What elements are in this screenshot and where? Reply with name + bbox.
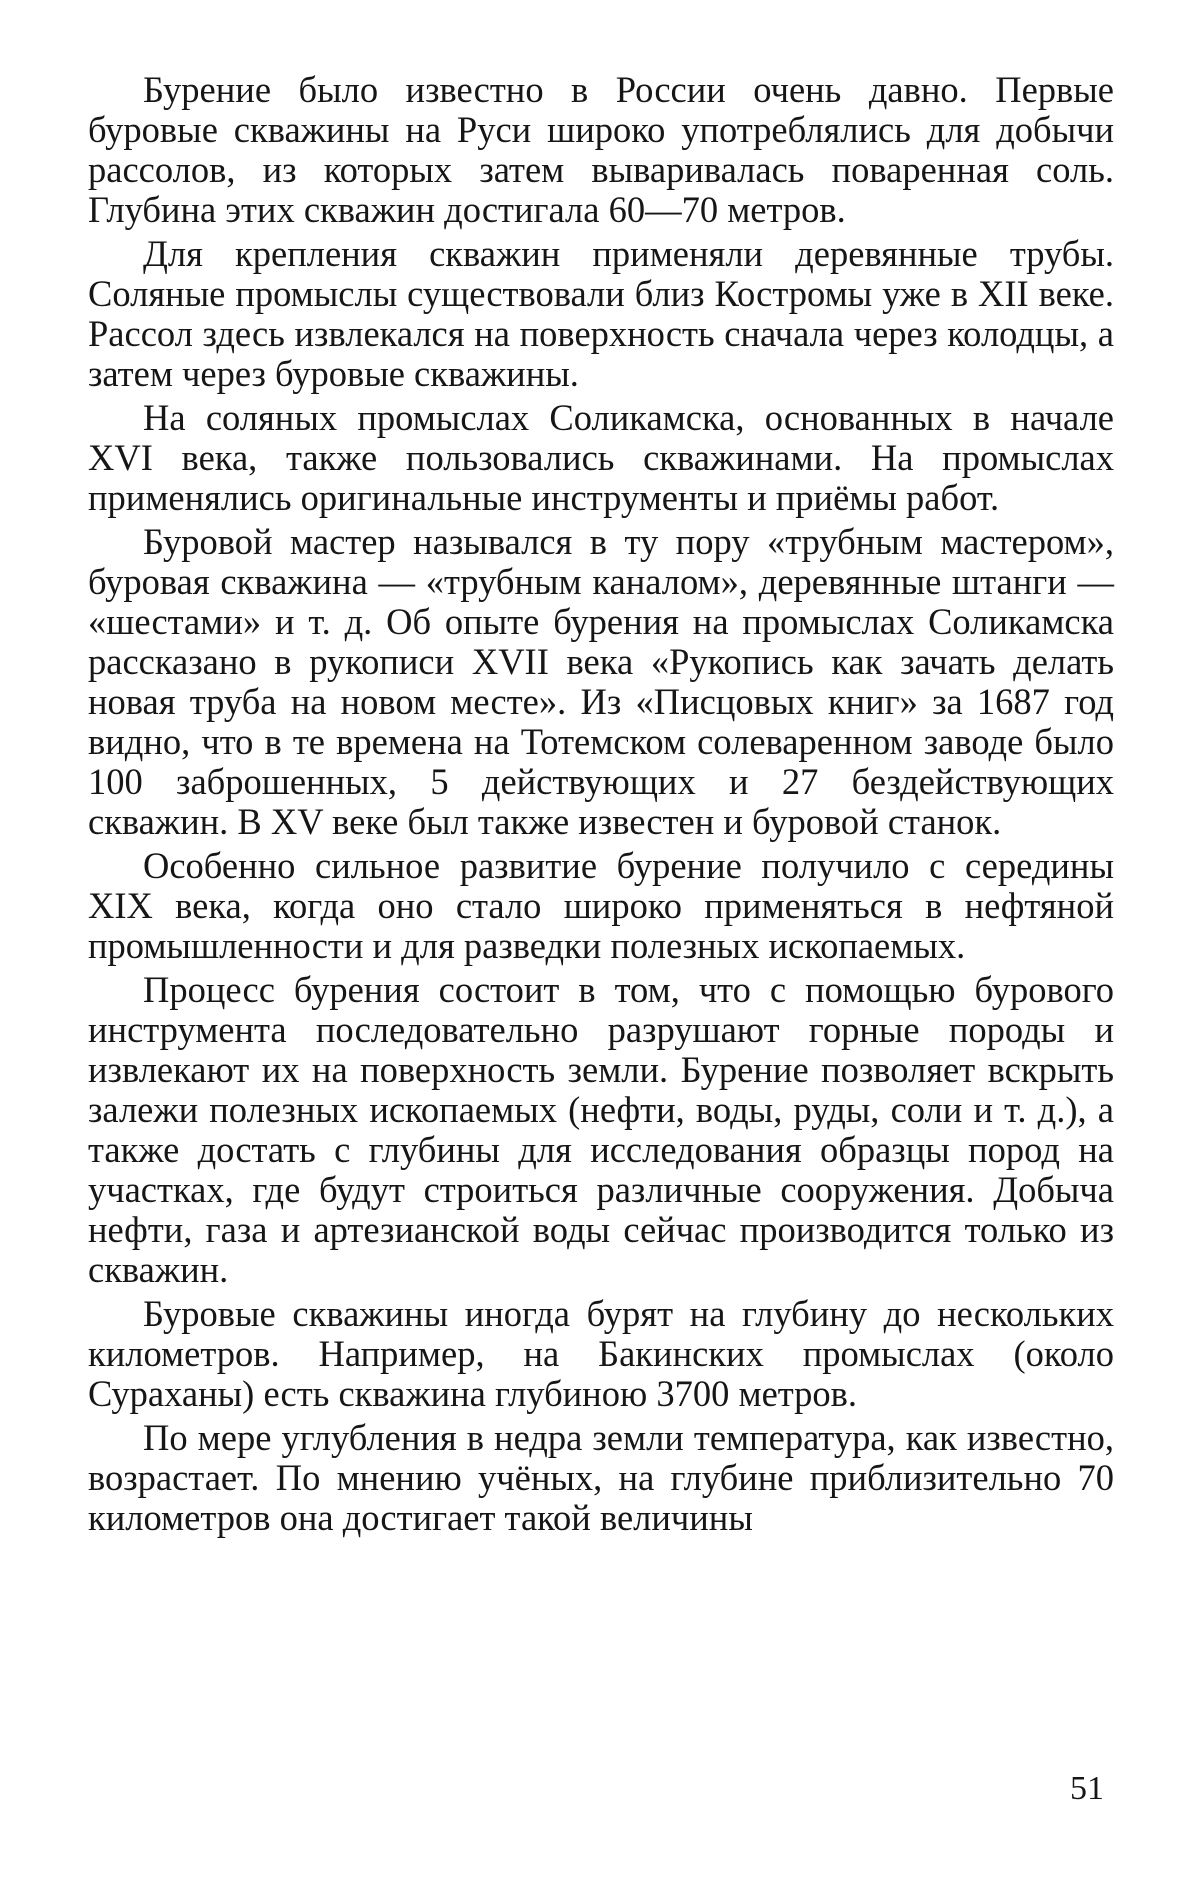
paragraph-3: На соляных промыслах Соликамска, основанных в начале XVI века, также пользовались скважинами. На промыслах применялись оригинальные инструменты и приёмы работ. (88, 397, 1114, 518)
paragraph-1: Бурение было известно в России очень давно. Первые буровые скважины на Руси широко употреблялись для добычи рассолов, из которых затем вываривалась поваренная соль. Глубина этих скважин достигала 60—70 метров. (88, 69, 1114, 230)
paragraph-7: Буровые скважины иногда бурят на глубину до нескольких километров. Например, на Бакинских промыслах (около Сураханы) есть скважина глубиною 3700 метров. (88, 1293, 1114, 1414)
paragraph-6: Процесс бурения состоит в том, что с помощью бурового инструмента последовательно разрушают горные породы и извлекают их на поверхность земли. Бурение позволяет вскрыть залежи полезных ископаемых (нефти, воды, руды, соли и т. д.), а также достать с глубины для исследования образцы пород на участках, где будут строиться различные сооружения. Добыча нефти, газа и артезианской воды сейчас производится только из скважин. (88, 969, 1114, 1290)
page-number: 51 (1070, 1770, 1104, 1807)
paragraph-2: Для крепления скважин применяли деревянные трубы. Соляные промыслы существовали близ Костромы уже в XII веке. Рассол здесь извлекался на поверхность сначала через колодцы, а затем через буровые скважины. (88, 233, 1114, 394)
paragraph-8: По мере углубления в недра земли температура, как известно, возрастает. По мнению учёных, на глубине приблизительно 70 километров она достигает такой величины (88, 1417, 1114, 1538)
body-text (88, 70, 1114, 1542)
paragraph-4: Буровой мастер назывался в ту пору «трубным мастером», буровая скважина — «трубным каналом», деревянные штанги — «шестами» и т. д. Об опыте бурения на промыслах Соликамска рассказано в рукописи XVII века «Рукопись как зачать делать новая труба на новом месте». Из «Писцовых книг» за 1687 год видно, что в те времена на Тотемском солеваренном заводе было 100 заброшенных, 5 действующих и 27 бездействующих скважин. В XV веке был также известен и буровой станок. (88, 521, 1114, 842)
paragraph-5: Особенно сильное развитие бурение получило с середины XIX века, когда оно стало широко применяться в нефтяной промышленности и для разведки полезных ископаемых. (88, 845, 1114, 966)
